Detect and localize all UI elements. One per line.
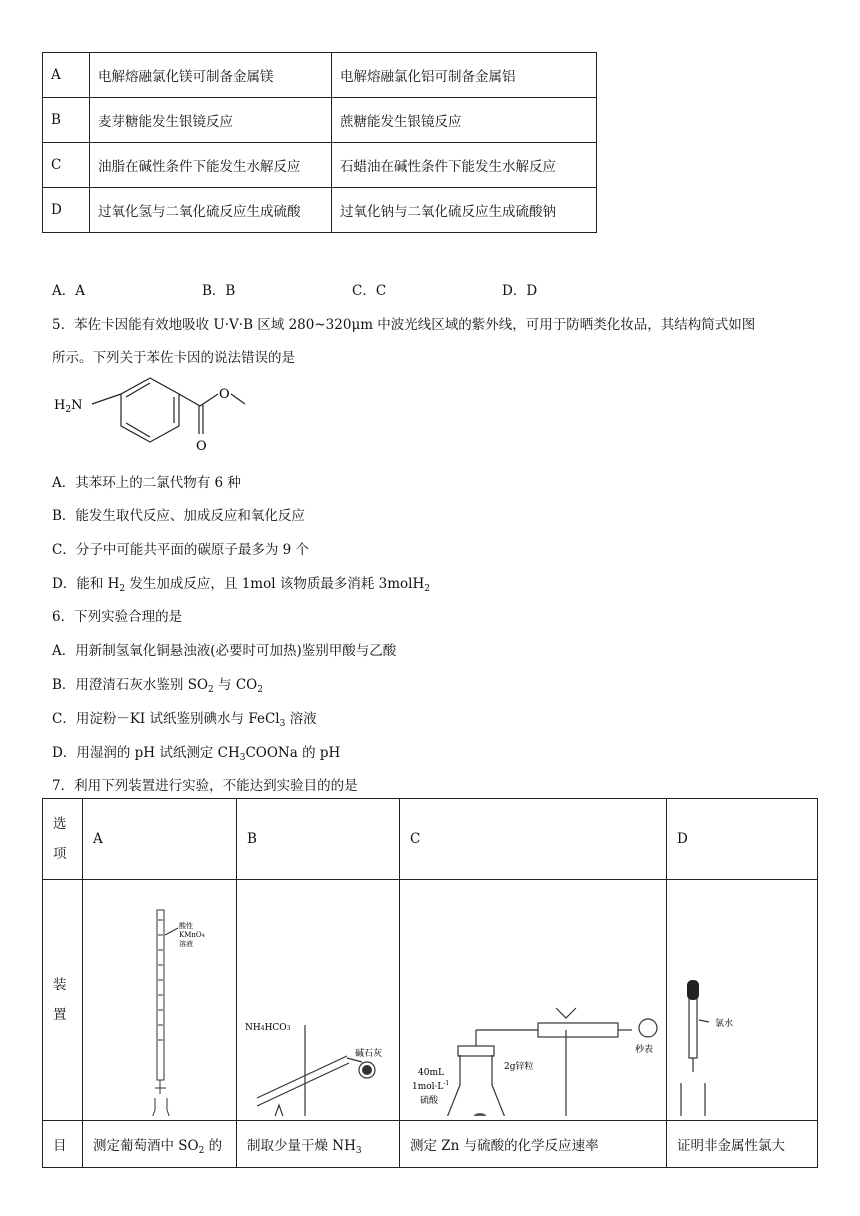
text-part: 制取少量干燥 NH [247,1138,356,1154]
table-row [43,1121,818,1168]
apparatus-d-cell [667,880,818,1121]
text-part: COONa 的 pH [245,745,341,761]
table-cell: 过氧化氢与二氧化硫反应生成硫酸 [90,188,332,233]
acid-concentration-label [412,1080,449,1092]
purpose-cell: 测定 Zn 与硫酸的化学反应速率 [400,1121,667,1168]
titration-apparatus [83,880,236,1116]
table-row [43,880,818,1121]
subscript: 2 [424,584,430,594]
table-cell: 电解熔融氯化镁可制备金属镁 [90,53,332,98]
q7-stem: 7．利用下列装置进行实验，不能达到实验目的的是 [52,778,358,794]
apparatus-a-cell [83,880,237,1121]
reagent-label [179,931,205,939]
soda-lime-label: 碱石灰 [355,1049,383,1059]
header-cell [43,799,83,880]
label-sub: 4 [201,933,205,939]
apparatus-b-cell [237,880,400,1121]
header-cell: A [83,799,237,880]
text-part: 测定葡萄酒中 SO [93,1138,199,1154]
q6-option-a: A．用新制氢氧化铜悬浊液(必要时可加热)鉴别甲酸与乙酸 [52,643,397,659]
label-part: NH [245,1023,261,1033]
q4-option-c: C．C [352,283,387,299]
table-row [43,143,597,188]
q5-option-d [52,572,430,592]
table-cell: 蔗糖能发生银镜反应 [332,98,597,143]
q5-option-a: A．其苯环上的二氯代物有 6 种 [52,475,241,491]
row-label: B [43,98,90,143]
apparatus-table [42,798,818,1168]
carbonyl-oxygen: O [196,439,207,454]
text-part: B．用澄清石灰水鉴别 SO [52,677,209,693]
row-label: C [43,143,90,188]
header-text: 置 [53,1007,67,1023]
header-cell: B [237,799,400,880]
header-cell: D [667,799,818,880]
subscript: 2 [208,685,214,695]
comparison-table [42,52,597,233]
text-part: D．用湿润的 pH 试纸测定 CH [52,745,240,761]
header-cell: 目 [43,1121,83,1168]
text-part: 溶液 [285,711,317,727]
text-part: 发生加成反应，且 1mol 该物质最多消耗 3molH [125,576,425,592]
stopwatch-label: 秒表 [635,1045,654,1055]
label-part: KMnO [179,931,202,939]
q5-option-c: C．分子中可能共平面的碳原子最多为 9 个 [52,542,310,558]
q5-option-b: B．能发生取代反应、加成反应和氧化反应 [52,508,305,524]
table-row [43,98,597,143]
q6-stem: 6．下列实验合理的是 [52,609,183,625]
purpose-cell [83,1121,237,1168]
rate-apparatus [400,880,666,1116]
table-cell: 麦芽糖能发生银镜反应 [90,98,332,143]
heating-apparatus [237,880,399,1116]
acid-volume-label: 40mL [418,1068,444,1078]
text-part: D．能和 H [52,576,120,592]
table-cell: 油脂在碱性条件下能发生水解反应 [90,143,332,188]
ester-oxygen: O [219,387,230,402]
chlorine-water-label: 氯水 [715,1019,734,1029]
header-cell: C [400,799,667,880]
apparatus-c-cell [400,880,667,1121]
subscript: 3 [239,753,246,763]
table-row [43,188,597,233]
svg-text:H2N [54,398,82,415]
reagent-label: 酸性 [179,922,193,930]
label-part: 1mol·L [412,1082,444,1092]
table-row [43,53,597,98]
purpose-cell: 证明非金属性氯大 [667,1121,818,1168]
amine-n: N [71,398,83,413]
reagent-label [245,1023,291,1033]
q5-stem-line1: 5．苯佐卡因能有效地吸收 U·V·B 区域 280~320μm 中波光线区域的紫外线，可用于防晒类化妆品，其结构简式如图 [52,317,756,333]
subscript: 2 [257,685,263,695]
amine-h: H [54,398,66,413]
purpose-cell [237,1121,400,1168]
q4-option-b: B．B [202,283,236,299]
q4-option-a: A．A [52,283,85,299]
table-cell: 过氧化钠与二氧化硫反应生成硫酸钠 [332,188,597,233]
zinc-label: 2g锌粒 [504,1062,534,1072]
acid-label: 硫酸 [420,1096,439,1106]
label-sub: 4 [260,1025,265,1032]
test-tube-apparatus [667,880,817,1116]
reagent-label: 溶液 [179,940,193,948]
header-text: 装 [53,977,67,993]
label-part: HCO [264,1023,287,1033]
q6-option-d [52,741,340,761]
text-part: 与 CO [213,677,258,693]
q4-option-d: D．D [502,283,538,299]
table-cell: 石蜡油在碱性条件下能发生水解反应 [332,143,597,188]
header-text: 选 [53,816,67,832]
table-cell: 电解熔融氯化铝可制备金属铝 [332,53,597,98]
subscript: 2 [119,584,126,594]
text-part: 的 [204,1138,223,1154]
table-row [43,799,818,880]
header-cell [43,880,83,1121]
subscript: 3 [279,719,286,729]
text-part: C．用淀粉－KI 试纸鉴别碘水与 FeCl [52,711,280,727]
row-label: D [43,188,90,233]
row-label: A [43,53,90,98]
subscript: 2 [198,1146,205,1156]
subscript: 3 [355,1146,362,1156]
label-sub: 3 [286,1025,291,1032]
header-text: 项 [53,846,67,862]
q6-option-c [52,707,317,727]
amine-sub: 2 [65,405,72,415]
q5-stem-line2: 所示。下列关于苯佐卡因的说法错误的是 [52,350,295,366]
label-sup: -1 [443,1080,450,1087]
q6-option-b [52,673,263,693]
benzocaine-structure [50,368,250,460]
